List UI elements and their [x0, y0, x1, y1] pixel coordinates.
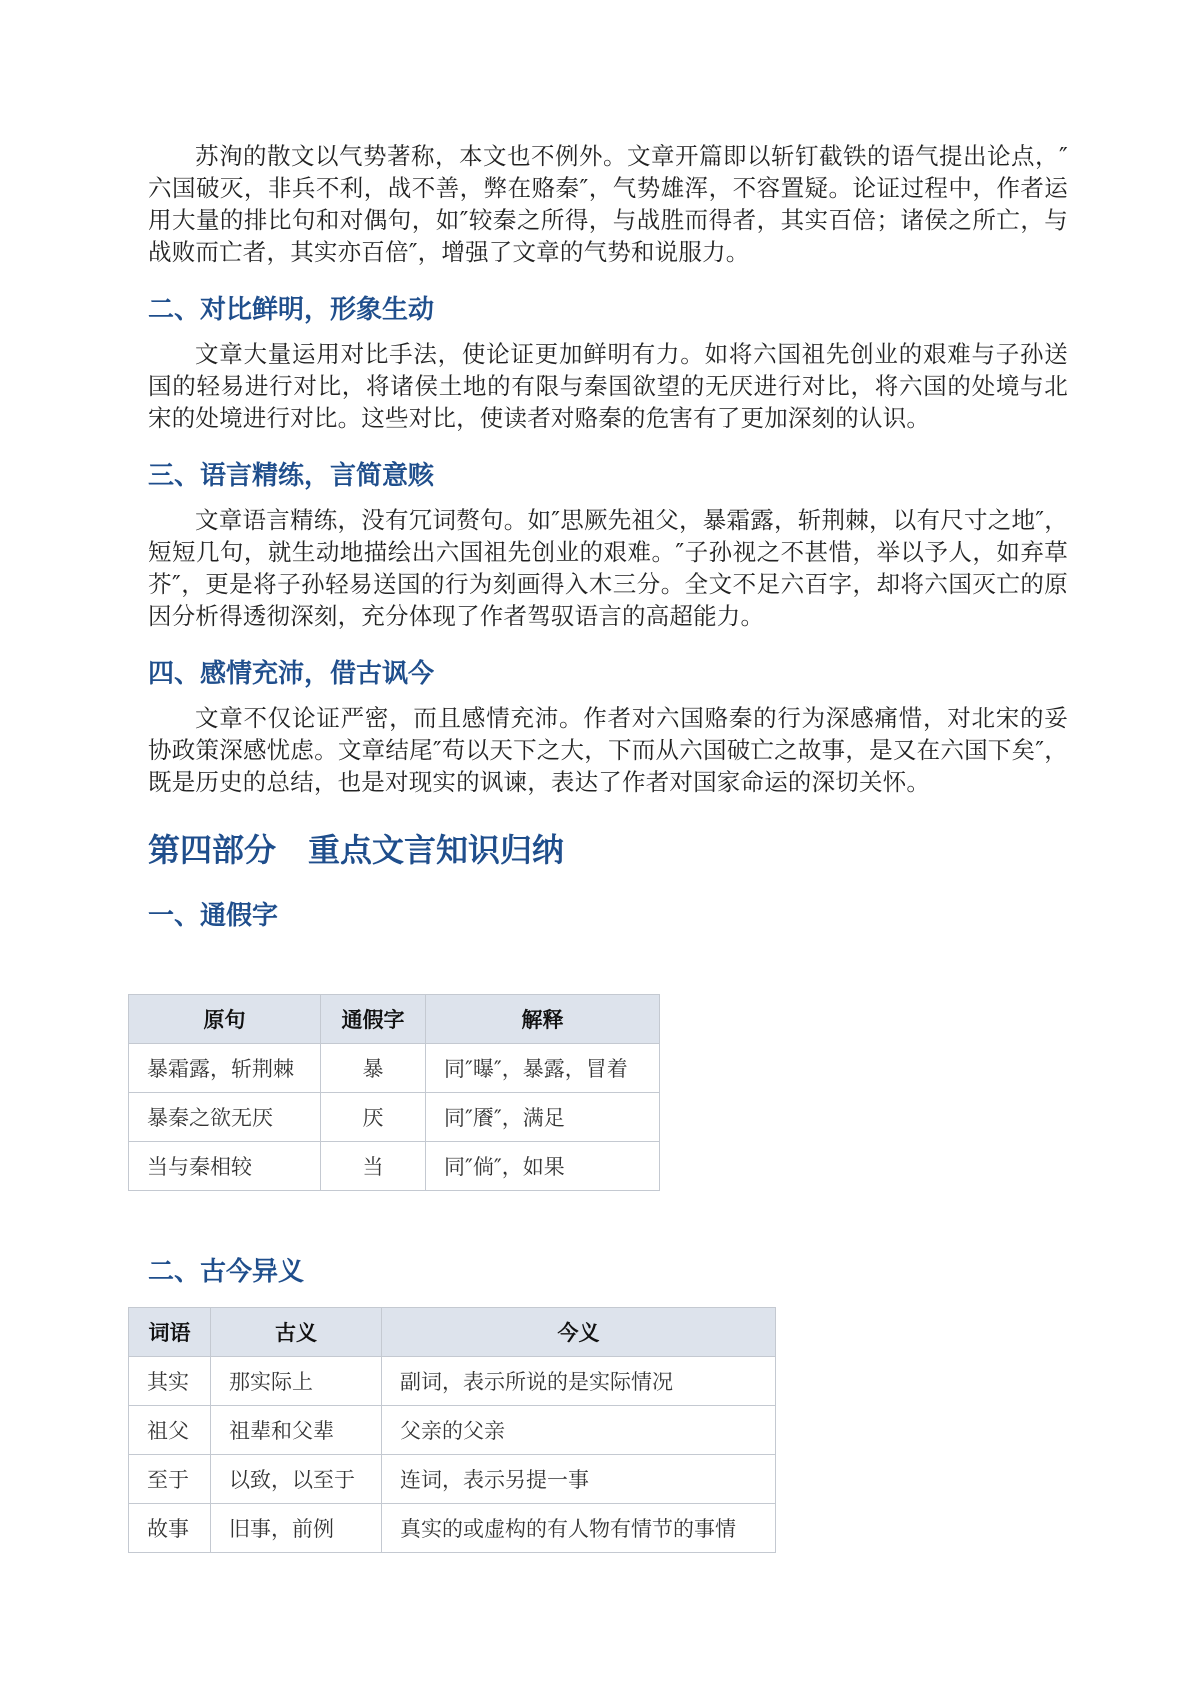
heading-tongjia: 一、通假字	[148, 901, 279, 931]
table-row	[129, 1357, 776, 1406]
document-content	[148, 140, 1068, 934]
table-row	[129, 1406, 776, 1455]
table-header-row	[129, 995, 660, 1044]
table-cell: 同″倘″，如果	[426, 1142, 660, 1191]
table-header-cell: 解释	[426, 995, 660, 1044]
table-cell: 真实的或虚构的有人物有情节的事情	[382, 1504, 776, 1553]
paragraph-qishi: 苏洵的散文以气势著称，本文也不例外。文章开篇即以斩钉截铁的语气提出论点，″六国破灭，非兵不利，战不善，弊在赂秦″，气势雄浑，不容置疑。论证过程中，作者运用大量的排比句和对偶句，如″较秦之所得，与战胜而得者，其实百倍；诸侯之所亡，与战败而亡者，其实亦百倍″，增强了文章的气势和说服力。	[148, 142, 1068, 266]
table-cell: 厌	[321, 1093, 426, 1142]
table-cell: 旧事，前例	[211, 1504, 382, 1553]
paragraph-yuyan: 文章语言精练，没有冗词赘句。如″思厥先祖父，暴霜露，斩荆棘，以有尺寸之地″，短短几句，就生动地描绘出六国祖先创业的艰难。″子孙视之不甚惜，举以予人，如弃草芥″，更是将子孙轻易送国的行为刻画得入木三分。全文不足六百字，却将六国灭亡的原因分析得透彻深刻，充分体现了作者驾驭语言的高超能力。	[148, 506, 1068, 630]
tongjia-table	[128, 994, 660, 1191]
table-cell: 连词，表示另提一事	[382, 1455, 776, 1504]
table-cell: 当	[321, 1142, 426, 1191]
table-cell: 同″曝″，暴露，冒着	[426, 1044, 660, 1093]
table-cell: 以致，以至于	[211, 1455, 382, 1504]
table-cell: 同″餍″，满足	[426, 1093, 660, 1142]
table-cell: 暴霜露，斩荆棘	[129, 1044, 321, 1093]
table-header-cell: 原句	[129, 995, 321, 1044]
heading-yuyan: 三、语言精练，言简意赅	[148, 461, 435, 491]
table-cell: 父亲的父亲	[382, 1406, 776, 1455]
part-heading-number: 第四部分	[148, 831, 277, 869]
table-cell: 当与秦相较	[129, 1142, 321, 1191]
gujin-heading-wrap	[148, 1254, 304, 1290]
table-cell: 祖辈和父辈	[211, 1406, 382, 1455]
heading-gujin: 二、古今异义	[148, 1257, 305, 1287]
table-cell: 那实际上	[211, 1357, 382, 1406]
table-row	[129, 1093, 660, 1142]
heading-ganqing: 四、感情充沛，借古讽今	[148, 659, 435, 689]
part-heading-title: 重点文言知识归纳	[308, 831, 565, 869]
table-header-cell: 词语	[129, 1308, 211, 1357]
part-heading	[148, 828, 1068, 872]
table-cell: 祖父	[129, 1406, 211, 1455]
table-cell: 至于	[129, 1455, 211, 1504]
table-row	[129, 1142, 660, 1191]
table-header-cell: 今义	[382, 1308, 776, 1357]
table-cell: 故事	[129, 1504, 211, 1553]
table-cell: 暴	[321, 1044, 426, 1093]
heading-duibi: 二、对比鲜明，形象生动	[148, 295, 435, 325]
gujin-table	[128, 1307, 776, 1553]
table-header-row	[129, 1308, 776, 1357]
table-cell: 暴秦之欲无厌	[129, 1093, 321, 1142]
table-cell: 副词，表示所说的是实际情况	[382, 1357, 776, 1406]
table-cell: 其实	[129, 1357, 211, 1406]
table-row	[129, 1455, 776, 1504]
paragraph-duibi: 文章大量运用对比手法，使论证更加鲜明有力。如将六国祖先创业的艰难与子孙送国的轻易进行对比，将诸侯土地的有限与秦国欲望的无厌进行对比，将六国的处境与北宋的处境进行对比。这些对比，使读者对赂秦的危害有了更加深刻的认识。	[148, 340, 1068, 432]
table-header-cell: 通假字	[321, 995, 426, 1044]
table-row	[129, 1044, 660, 1093]
paragraph-ganqing: 文章不仅论证严密，而且感情充沛。作者对六国赂秦的行为深感痛惜，对北宋的妥协政策深感忧虑。文章结尾″苟以天下之大，下而从六国破亡之故事，是又在六国下矣″，既是历史的总结，也是对现实的讽谏，表达了作者对国家命运的深切关怀。	[148, 704, 1068, 796]
table-header-cell: 古义	[211, 1308, 382, 1357]
table-row	[129, 1504, 776, 1553]
